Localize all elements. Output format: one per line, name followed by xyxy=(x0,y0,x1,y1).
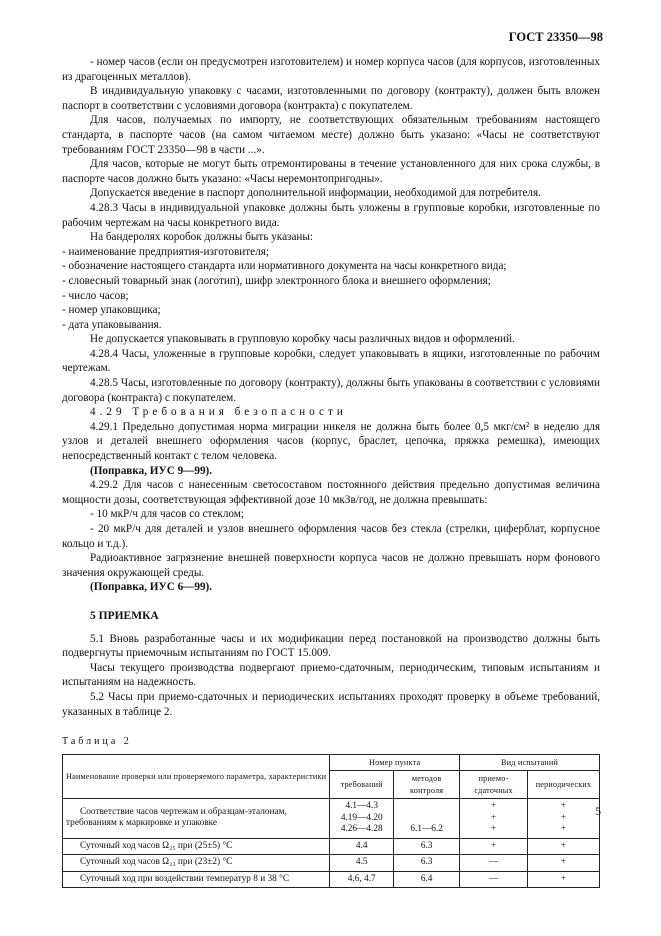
header-methods: методов контроля xyxy=(394,771,460,799)
table-cell: 6.1—6.2 xyxy=(394,799,460,839)
table-cell: Соответствие часов чертежам и образцам-эталонам, требованиям к маркировке и упаковке xyxy=(63,799,330,839)
document-header: ГОСТ 23350—98 xyxy=(508,30,603,44)
table-cell: — xyxy=(460,871,528,888)
header-periodic: периодических xyxy=(528,771,600,799)
table-cell: + + + xyxy=(460,799,528,839)
table-cell: 4.1—4.3 4.19—4.20 4.26—4.28 xyxy=(330,799,394,839)
amendment-note: (Поправка, ИУС 6—99). xyxy=(90,581,213,594)
table-cell: Суточный ход при воздействии температур 8 и 38 °С xyxy=(63,871,330,888)
document-body xyxy=(62,55,600,888)
list-item: - словесный товарный знак (логотип), шифр электронного блока и внешнего оформления; xyxy=(62,274,491,287)
paragraph: На бандеролях коробок должны быть указаны: xyxy=(90,231,314,244)
clause-4-29-2: 4.29.2 Для часов с нанесенным светосоставом постоянного действия предельно допустимая величина мощности дозы, соответствующая эффективной дозе 10 мкЗв/год, не должна превышать: xyxy=(62,479,600,506)
paragraph: Не допускается упаковывать в групповую коробку часы различных видов и оформлений. xyxy=(90,333,515,346)
list-item: - дата упаковывания. xyxy=(62,318,162,331)
clause-4-29-1: 4.29.1 Предельно допустимая норма миграции никеля не должна быть более 0,5 мкг/см² в неделю для узлов и деталей внешнего оформления часов (корпус, браслет, цепочка, пряжка ремешка), имеющих непосредственный контакт с телом человека. xyxy=(62,420,600,463)
amendment-note: (Поправка, ИУС 9—99). xyxy=(90,464,213,477)
list-item: - 10 мкР/ч для часов со стеклом; xyxy=(90,508,244,521)
table-row xyxy=(63,838,600,855)
paragraph: Допускается введение в паспорт дополнительной информации, необходимой для потребителя. xyxy=(90,187,541,200)
table-cell: 6.3 xyxy=(394,855,460,872)
clause-5-1: 5.1 Вновь разработанные часы и их модификации перед постановкой на производство должны быть подвергнуты приемочным испытаниям по ГОСТ 15.009. xyxy=(62,632,600,660)
clause-5-2: 5.2 Часы при приемо-сдаточных и периодических испытаниях проходят проверку в объеме требований, указанных в таблице 2. xyxy=(62,690,600,718)
list-item: - наименование предприятия-изготовителя; xyxy=(62,245,269,258)
table-cell: + xyxy=(460,838,528,855)
header-clause-number: Номер пункта xyxy=(330,754,460,771)
table-row xyxy=(63,799,600,839)
header-acceptance: приемо-сдаточных xyxy=(460,771,528,799)
list-item: - обозначение настоящего стандарта или нормативного документа на часы конкретного вида; xyxy=(62,260,507,273)
paragraph: Для часов, получаемых по импорту, не соответствующих обязательным требованиям настоящего стандарта, в паспорте часов (на самом читаемом месте) должно быть указано: «Часы не соответствуют требованиям ГОСТ 23350—98 в части ...». xyxy=(62,114,600,156)
table-cell: Суточный ход часов Ω₂₃ при (23±2) °С xyxy=(63,855,330,872)
clause-4-28-4: 4.28.4 Часы, уложенные в групповые коробки, следует упаковывать в ящики, изготовленные по рабочим чертежам. xyxy=(62,347,600,375)
paragraph: В индивидуальную упаковку с часами, изготовленными по договору (контракту), должен быть вложен паспорт в соответствии с условиями договора (контракта) с покупателем. xyxy=(62,85,600,112)
list-item: - число часов; xyxy=(62,289,129,302)
table-cell: 6.3 xyxy=(394,838,460,855)
paragraph: - номер часов (если он предусмотрен изготовителем) и номер корпуса часов (для корпусов, изготовленных из драгоценных металлов). xyxy=(62,56,600,83)
page-number: 5 xyxy=(595,806,601,818)
list-item: - 20 мкР/ч для деталей и узлов внешнего оформления часов без стекла (стрелки, циферблат, корпусное кольцо и т.д.). xyxy=(62,523,600,550)
table-cell: 4.6, 4.7 xyxy=(330,871,394,888)
list-item: - номер упаковщика; xyxy=(62,304,161,317)
header-test-type: Вид испытаний xyxy=(460,754,600,771)
table-row xyxy=(63,855,600,872)
table-cell: + xyxy=(528,855,600,872)
paragraph: Часы текущего производства подвергают приемо-сдаточным, периодическим, типовым испытаниям и испытаниям на надежность. xyxy=(62,661,600,689)
table-cell: 4.4 xyxy=(330,838,394,855)
clause-4-28-5: 4.28.5 Часы, изготовленные по договору (контракту), должны быть упакованы в соответствии с условиями договора (контракта) с покупателем. xyxy=(62,377,600,404)
paragraph: Для часов, которые не могут быть отремонтированы в течение установленного для них срока службы, в паспорте часов должно быть указано: «Часы неремонтопригодны». xyxy=(62,158,600,185)
header-parameter: Наименование проверки или проверяемого параметра, характеристики xyxy=(63,754,330,799)
paragraph: Радиоактивное загрязнение внешней поверхности корпуса часов не должно превышать норм фонового значения окружающей среды. xyxy=(62,552,600,579)
table-caption: Таблица 2 xyxy=(62,736,132,748)
table-cell: 6.4 xyxy=(394,871,460,888)
table-cell: Суточный ход часов Ω₂₅ при (25±5) °С xyxy=(63,838,330,855)
header-requirements: требований xyxy=(330,771,394,799)
section-heading: 5 ПРИЕМКА xyxy=(90,609,159,622)
table-cell: 4.5 xyxy=(330,855,394,872)
table-cell: + + + xyxy=(528,799,600,839)
table-cell: + xyxy=(528,871,600,888)
table-row xyxy=(63,871,600,888)
clause-4-29-heading: 4.29 Требования безопасности xyxy=(90,406,347,419)
clause-4-28-3: 4.28.3 Часы в индивидуальной упаковке должны быть уложены в групповые коробки, изготовленные по рабочим чертежам на часы конкретного вида. xyxy=(62,201,600,229)
requirements-table xyxy=(62,754,600,889)
table-cell: — xyxy=(460,855,528,872)
table-cell: + xyxy=(528,838,600,855)
